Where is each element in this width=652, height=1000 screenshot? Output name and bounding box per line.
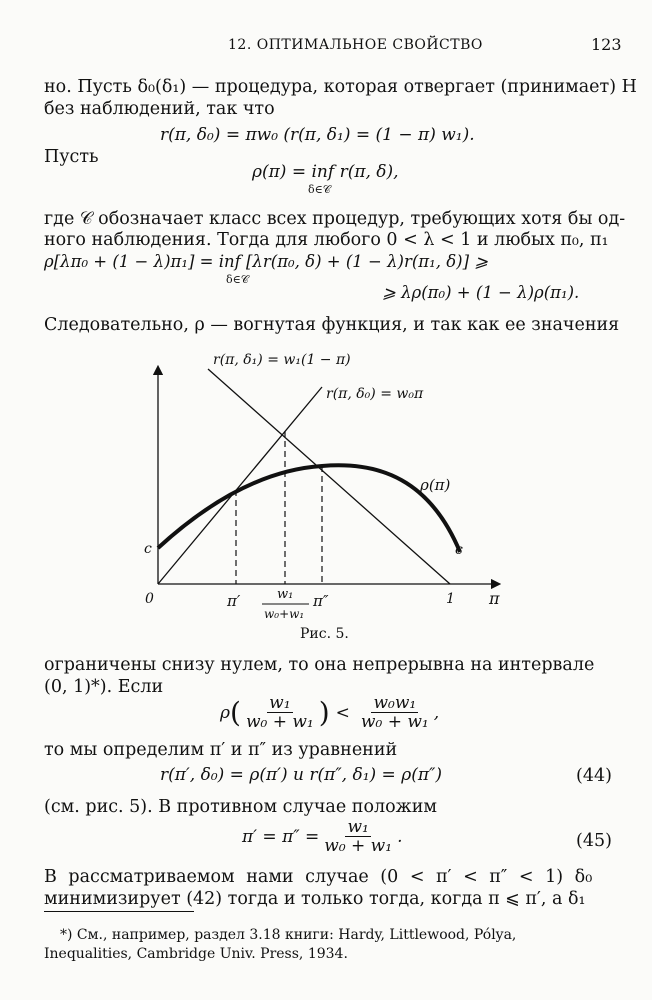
eq6-period: . xyxy=(397,826,403,847)
equation-rho-def-subscript: δ∈𝒞 xyxy=(308,183,331,196)
label-rho: ρ(π) xyxy=(420,476,451,494)
eq6-left: π′ = π″ = xyxy=(242,826,320,847)
label-r-delta1: r(π, δ₁) = w₁(1 − π) xyxy=(213,352,351,368)
line-r-delta0 xyxy=(158,387,322,584)
para2-word: Пусть xyxy=(44,147,99,167)
eq4-rho: ρ xyxy=(220,702,230,723)
equation-r-pi: r(π, δ₀) = πw₀ (r(π, δ₁) = (1 − π) w₁). xyxy=(160,125,475,145)
para8-line1: В рассматриваемом нами случае (0 < π′ < π″ < 1) δ₀ xyxy=(44,867,593,887)
eq4-den2: w₀ + w₁ xyxy=(360,712,429,732)
eq4-num2: w₀w₁ xyxy=(373,693,417,713)
para1-line2: без наблюдений, так что xyxy=(44,99,275,119)
equation-44: r(π′, δ₀) = ρ(π′) и r(π″, δ₁) = ρ(π″) xyxy=(160,765,442,785)
eq6-num: w₁ xyxy=(347,817,369,837)
tick-pi-prime: π′ xyxy=(227,592,241,610)
para1-line1: но. Пусть δ₀(δ₁) — процедура, которая отвергает (принимает) H xyxy=(44,77,637,97)
footnote-line1: *) См., например, раздел 3.18 книги: Hardy, Littlewood, Pólya, xyxy=(60,927,517,943)
equation-concavity-line1: ρ[λπ₀ + (1 − λ)π₁] = inf [λr(π₀, δ) + (1 − λ)r(π₁, δ)] ⩾ xyxy=(44,252,489,271)
equation-45 xyxy=(242,818,402,855)
eq4-num1: w₁ xyxy=(269,693,291,713)
equation-condition: ρ ( $\frac{\text{w₁}}{\text{w₀ + w₁}}$ ) < $\frac{\text{w₀w₁}}{\text{w₀ + w₁}}$ , xyxy=(220,693,440,732)
para5-line2: (0, 1)*). Если xyxy=(44,677,164,697)
eq4-den1: w₀ + w₁ xyxy=(245,712,314,732)
para4: Следовательно, ρ — вогнутая функция, и так как ее значения xyxy=(44,315,620,335)
para7: (см. рис. 5). В противном случае положим xyxy=(44,797,438,817)
footnote-line2: Inequalities, Cambridge Univ. Press, 1934. xyxy=(44,946,348,962)
figure-caption: Рис. 5. xyxy=(300,626,349,640)
tick-mid-denominator: w₀+w₁ xyxy=(264,607,305,621)
eq6-den: w₀ + w₁ xyxy=(324,836,393,856)
equation-concavity-line2: ⩾ λρ(π₀) + (1 − λ)ρ(π₁). xyxy=(382,283,580,302)
tick-pi-double: π″ xyxy=(313,592,329,610)
equation-44-number: (44) xyxy=(576,766,612,786)
label-c-right: c xyxy=(455,542,463,558)
equation-rho-def: ρ(π) = inf r(π, δ), xyxy=(252,162,399,182)
eq4-comma: , xyxy=(433,702,440,723)
para8-line2: минимизирует (42) тогда и только тогда, когда π ⩽ π′, а δ₁ xyxy=(44,889,586,909)
page-number: 123 xyxy=(591,35,622,54)
running-header: 12. ОПТИМАЛЬНОЕ СВОЙСТВО xyxy=(228,37,483,53)
label-c-left: c xyxy=(144,541,152,557)
label-r-delta0: r(π, δ₀) = w₀π xyxy=(326,386,424,402)
tick-one: 1 xyxy=(446,591,455,607)
eq4-relation: < xyxy=(335,702,350,723)
axis-label-pi: π xyxy=(489,589,500,608)
para3-line1: где 𝒞 обозначает класс всех процедур, требующих хотя бы од- xyxy=(44,209,626,229)
para6: то мы определим π′ и π″ из уравнений xyxy=(44,740,398,760)
curve-rho xyxy=(158,465,460,552)
figure-5 xyxy=(0,340,652,640)
para5-line1: ограничены снизу нулем, то она непрерывна на интервале xyxy=(44,655,595,675)
tick-zero: 0 xyxy=(145,591,154,607)
para3-line2: ного наблюдения. Тогда для любого 0 < λ < 1 и любых π₀, π₁ xyxy=(44,230,609,250)
equation-45-number: (45) xyxy=(576,831,612,851)
equation-concavity-subscript: δ∈𝒞 xyxy=(226,273,249,286)
tick-mid-numerator: w₁ xyxy=(277,587,294,602)
footnote-rule xyxy=(44,911,194,912)
